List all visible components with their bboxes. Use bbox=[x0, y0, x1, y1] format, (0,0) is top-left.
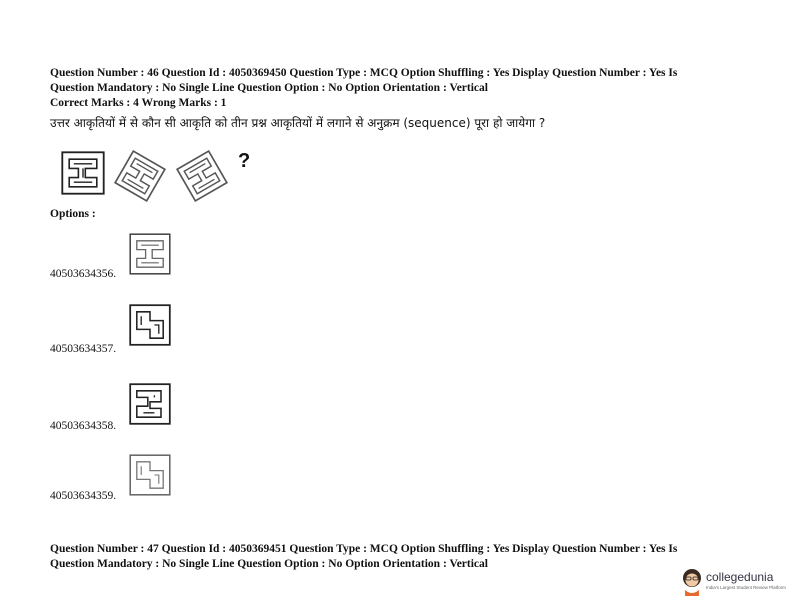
missing-figure-mark: ? bbox=[238, 150, 251, 172]
question-text: उत्तर आकृतियों में से कौन सी आकृति को तीन प्रश्न आकृतियों में लगाने से अनुक्रम (sequence) पूरा हो जायेगा ? bbox=[50, 116, 546, 130]
problem-figures bbox=[60, 150, 290, 202]
question-46-meta bbox=[50, 66, 750, 111]
marks-line: Correct Marks : 4 Wrong Marks : 1 bbox=[50, 97, 227, 109]
option-3-figure[interactable] bbox=[128, 382, 172, 426]
logo-name: collegedunia bbox=[706, 570, 774, 584]
options-label: Options : bbox=[50, 208, 96, 220]
option-1-figure[interactable] bbox=[128, 232, 172, 276]
mascot-icon bbox=[680, 566, 704, 596]
question-meta-line-2: Question Mandatory : No Single Line Question Option : No Option Orientation : Vertical bbox=[50, 558, 488, 570]
option-2-figure[interactable] bbox=[128, 303, 172, 347]
problem-figure-3 bbox=[176, 150, 228, 202]
question-meta-line-2: Question Mandatory : No Single Line Question Option : No Option Orientation : Vertical bbox=[50, 82, 488, 94]
question-meta-line-1: Question Number : 47 Question Id : 4050369451 Question Type : MCQ Option Shuffling : Yes Display Question Number : Yes Is bbox=[50, 543, 678, 555]
logo-tagline: India's Largest Student Review Platform bbox=[706, 585, 786, 590]
option-3-id: 40503634358. bbox=[50, 420, 117, 432]
option-4-figure[interactable] bbox=[128, 453, 172, 497]
option-2-id: 40503634357. bbox=[50, 343, 117, 355]
question-47-meta bbox=[50, 542, 750, 572]
option-4-id: 40503634359. bbox=[50, 490, 117, 502]
option-1-id: 40503634356. bbox=[50, 268, 117, 280]
problem-figure-1 bbox=[60, 150, 106, 196]
question-meta-line-1: Question Number : 46 Question Id : 4050369450 Question Type : MCQ Option Shuffling : Yes Display Question Number : Yes Is bbox=[50, 67, 678, 79]
collegedunia-logo bbox=[680, 566, 788, 606]
problem-figure-2 bbox=[114, 150, 166, 202]
